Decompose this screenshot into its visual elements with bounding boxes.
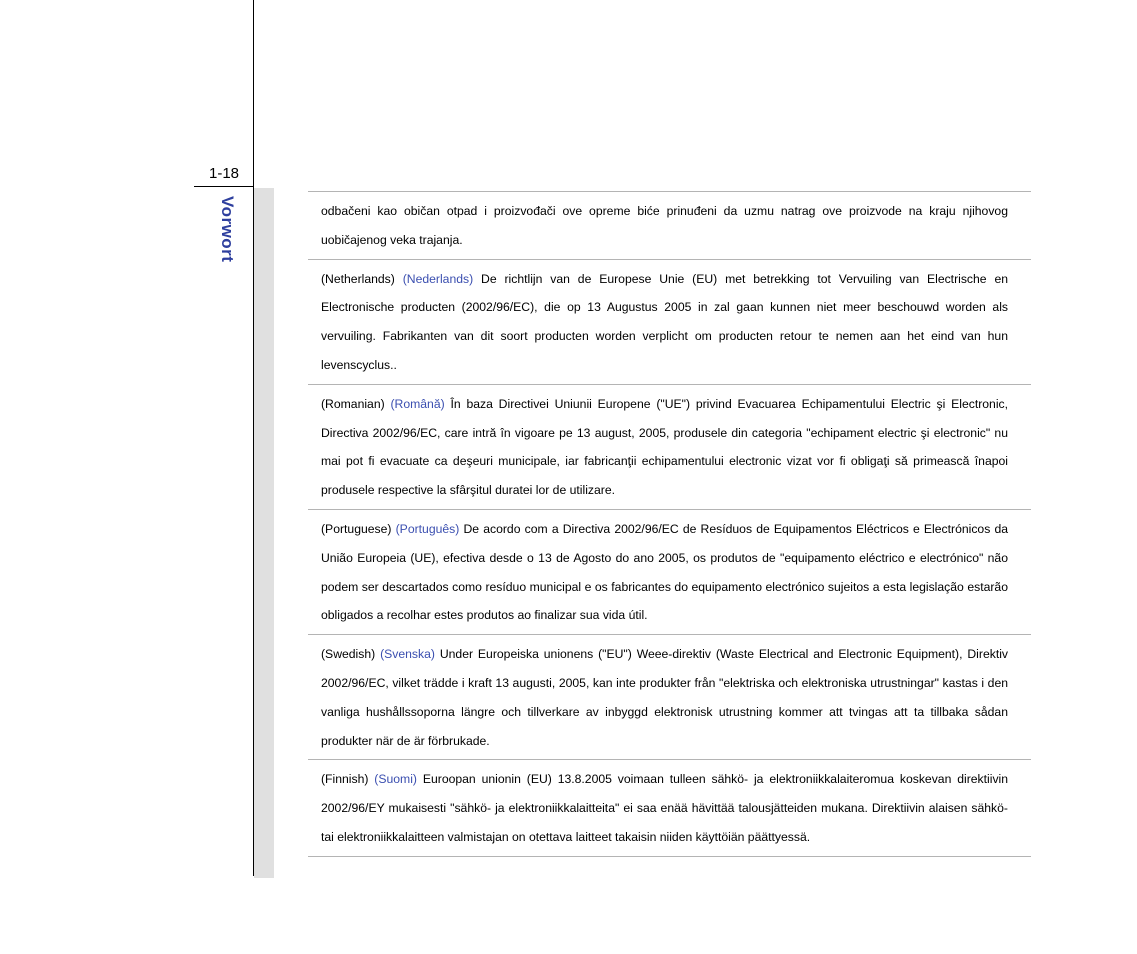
language-name-english: (Netherlands) bbox=[321, 271, 395, 286]
paragraph-text: Euroopan unionin (EU) 13.8.2005 voimaan tulleen sähkö- ja elektroniikkalaiteromua koskevan direktiivin 2002/96/EY mukaisesti "sähkö- ja elektroniikkalaitteita" ei saa enää hävittää talousjätteiden mukana. Direktiivin alaisen sähkö- tai elektroniikkalaitteen valmistajan on otettava laitteet takaisin niiden käyttöiän päättyessä. bbox=[321, 772, 1009, 844]
section-tab-label: Vorwort bbox=[218, 196, 237, 263]
page-number-underline bbox=[194, 186, 254, 187]
language-name-native: (Română) bbox=[390, 396, 445, 411]
sidebar-bar bbox=[254, 188, 274, 878]
paragraph-text: Under Europeiska unionens ("EU") Weee-direktiv (Waste Electrical and Electronic Equipment), Direktiv 2002/96/EC, vilket trädde i kraft 13 augusti, 2005, kan inte produkter från "elektriska och elektroniska utrustningar" kastas i den vanliga hushållssoporna längre och tillverkare av inbyggd elektronisk utrustning kommer att tvingas att ta tillbaka sådan produkter när de är förbrukade. bbox=[321, 647, 1009, 748]
paragraph-text: În baza Directivei Uniunii Europene ("UE") privind Evacuarea Echipamentului Electric şi Electronic, Directiva 2002/96/EC, care intră în vigoare pe 13 august, 2005, produsele din categoria "echipament electric şi electronic" nu mai pot fi evacuate ca deşeuri municipale, iar fabricanţii echipamentului electronic vizat vor fi obligaţi să primească înapoi produsele respective la sfârşitul duratei lor de utilizare. bbox=[321, 396, 1009, 498]
paragraph-text: De acordo com a Directiva 2002/96/EC de Resíduos de Equipamentos Eléctricos e Electrónicos da União Europeia (UE), efectiva desde o 13 de Agosto do ano 2005, os produtos de "equipamento eléctrico e electrónico" não podem ser descartados como resíduo municipal e os fabricantes do equipamento electrónico sujeitos a esta legislação estarão obligados a recolhar estes produtos ao finalizar sua vida útil. bbox=[321, 521, 1009, 623]
language-name-native: (Suomi) bbox=[374, 772, 417, 787]
paragraph-dutch bbox=[308, 259, 1031, 384]
paragraph-portuguese bbox=[308, 509, 1031, 634]
language-name-english: (Swedish) bbox=[321, 647, 376, 662]
language-name-native: (Nederlands) bbox=[402, 271, 474, 286]
paragraph-finnish bbox=[308, 759, 1031, 856]
paragraph-swedish bbox=[308, 634, 1031, 759]
language-name-english: (Romanian) bbox=[321, 396, 385, 411]
paragraph-text: odbačeni kao običan otpad i proizvođači ove opreme biće prinuđeni da uzmu natrag ove proizvode na kraju njihovog uobičajenog veka trajanja. bbox=[321, 204, 1008, 247]
paragraph-text: De richtlijn van de Europese Unie (EU) met betrekking tot Vervuiling van Electrische en Electronische producten (2002/96/EC), die op 13 Augustus 2005 in zal gaan kunnen niet meer beschouwd worden als vervuiling. Fabrikanten van dit soort producten worden verplicht om producten retour te nemen aan het eind van hun levenscyclus.. bbox=[321, 271, 1009, 372]
language-name-english: (Finnish) bbox=[321, 772, 369, 787]
weee-statement-list bbox=[308, 191, 1031, 857]
language-name-english: (Portuguese) bbox=[321, 521, 392, 536]
page-number: 1-18 bbox=[208, 165, 240, 182]
language-name-native: (Svenska) bbox=[380, 647, 435, 662]
paragraph-serbian-continued bbox=[308, 191, 1031, 259]
paragraph-romanian bbox=[308, 384, 1031, 509]
section-tab bbox=[213, 196, 241, 316]
language-name-native: (Português) bbox=[395, 521, 460, 536]
